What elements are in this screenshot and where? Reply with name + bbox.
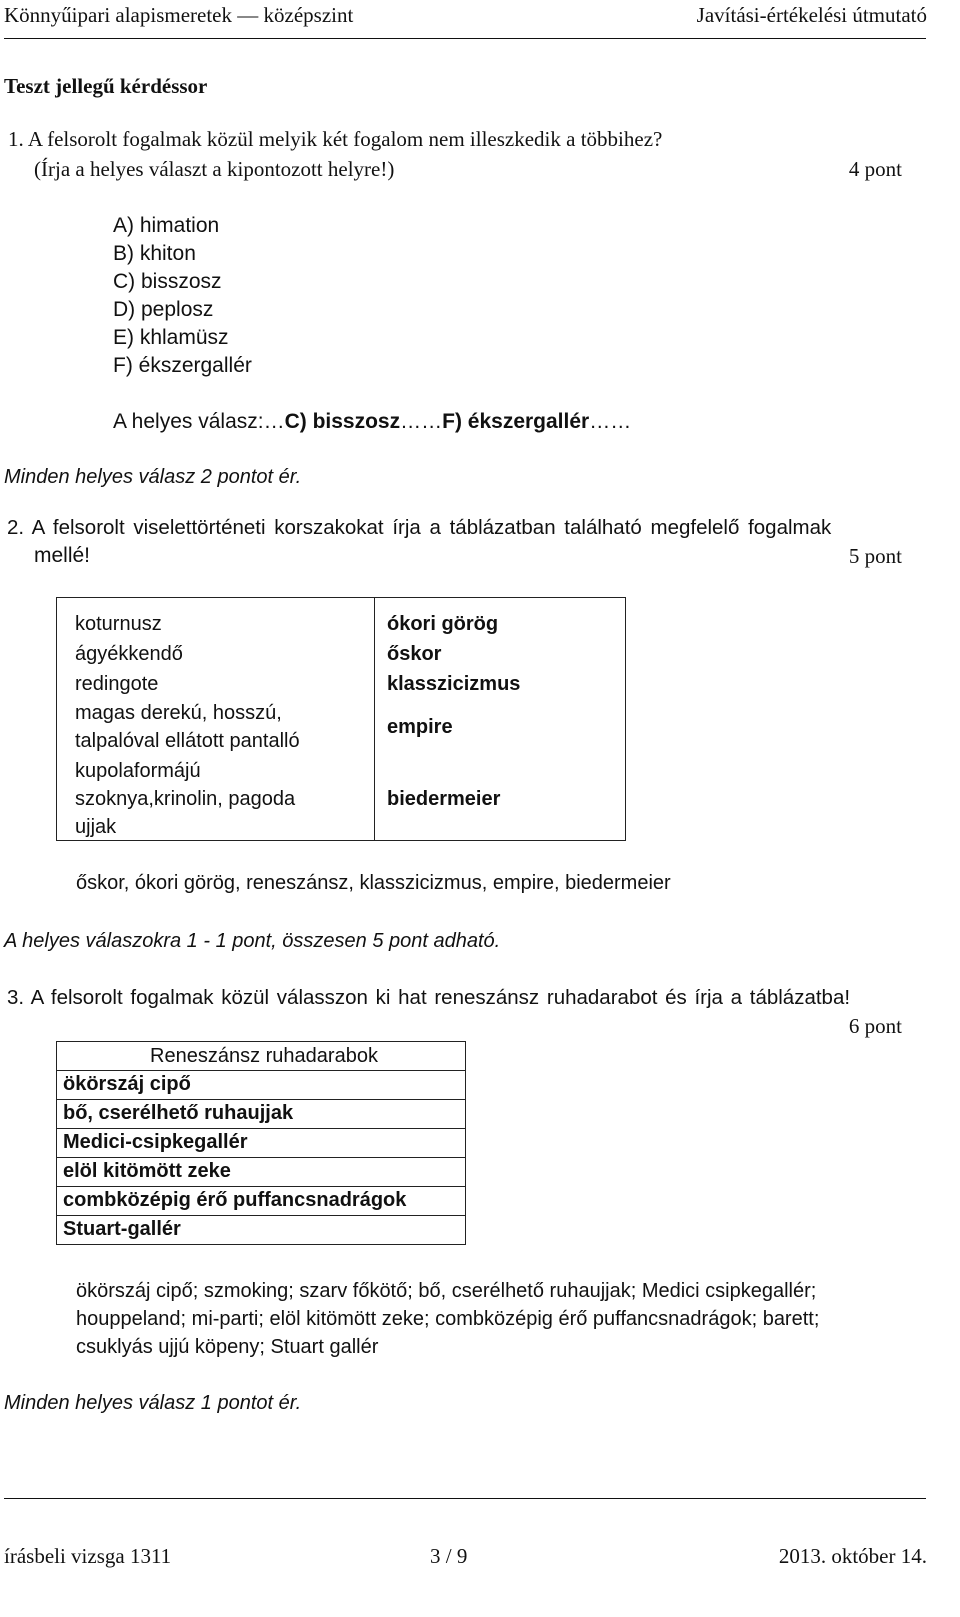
q1-option-a: A) himation — [113, 214, 220, 237]
q3-options-line: csuklyás ujjú köpeny; Stuart gallér — [76, 1336, 379, 1358]
q2-table — [56, 597, 626, 841]
q2-line1: 2. A felsorolt viselettörténeti korszakokat írja a táblázatban található megfelelő fogalmak — [7, 516, 832, 539]
q3-table-row: ökörszáj cipő — [56, 1071, 466, 1100]
q3-table-row: bő, cserélhető ruhaujjak — [56, 1100, 466, 1129]
q1-option-b: B) khiton — [113, 242, 196, 265]
q1-scoring: Minden helyes válasz 2 pontot ér. — [4, 466, 302, 488]
q3-options-line: houppeland; mi-parti; elöl kitömött zeke; combközépig érő puffancsnadrágok; barett; — [76, 1308, 820, 1330]
q2-points: 5 pont — [848, 544, 902, 568]
q2-right-cell: empire — [387, 716, 453, 738]
q3-table — [56, 1041, 466, 1245]
q3-line1: 3. A felsorolt fogalmak közül válasszon ki hat reneszánsz ruhadarabot és írja a táblázatba! — [7, 986, 851, 1009]
q3-table-row: elöl kitömött zeke — [56, 1158, 466, 1187]
q2-right-cell: biedermeier — [387, 788, 501, 810]
q2-left-cell: magas derekú, hosszú, — [75, 702, 282, 724]
q3-table-row: combközépig érő puffancsnadrágok — [56, 1187, 466, 1216]
footer-page-number: 3 / 9 — [430, 1544, 468, 1568]
q2-right-cell: őskor — [387, 643, 442, 665]
section-title: Teszt jellegű kérdéssor — [4, 74, 208, 98]
q1-line1: 1. A felsorolt fogalmak közül melyik két fogalom nem illeszkedik a többihez? — [8, 127, 663, 151]
q1-option-d: D) peplosz — [113, 298, 214, 321]
q2-left-cell: redingote — [75, 673, 159, 695]
q2-left-cell: talpalóval ellátott pantalló — [75, 730, 300, 752]
q1-option-c: C) bisszosz — [113, 270, 222, 293]
q2-line2: mellé! — [34, 544, 91, 567]
q1-line2: (Írja a helyes választ a kipontozott helyre!) — [34, 157, 395, 181]
q2-right-cell: ókori görög — [387, 613, 499, 635]
footer-date: 2013. október 14. — [778, 1544, 927, 1568]
q3-options-line: ökörszáj cipő; szmoking; szarv főkötő; bő, cserélhető ruhaujjak; Medici csipkegallér; — [76, 1280, 817, 1302]
q3-table-row: Medici-csipkegallér — [56, 1129, 466, 1158]
q2-left-cell: szoknya,krinolin, pagoda — [75, 788, 296, 810]
header-right: Javítási-értékelési útmutató — [696, 3, 927, 27]
q1-option-e: E) khlamüsz — [113, 326, 229, 349]
q3-scoring: Minden helyes válasz 1 pontot ér. — [4, 1392, 302, 1414]
q2-scoring: A helyes válaszokra 1 - 1 pont, összesen 5 pont adható. — [4, 930, 501, 952]
header-left: Könnyűipari alapismeretek — középszint — [4, 3, 354, 27]
footer-rule — [4, 1498, 926, 1499]
q3-table-header: Reneszánsz ruhadarabok — [56, 1041, 466, 1071]
q1-answer-prefix: A helyes válasz:… — [113, 410, 285, 433]
q1-answer-sep: …… — [400, 410, 443, 433]
q1-answer-line — [113, 410, 631, 434]
q1-option-f: F) ékszergallér — [113, 354, 252, 377]
q1-answer-2: F) ékszergallér — [442, 410, 590, 433]
q2-left-cell: ágyékkendő — [75, 643, 183, 665]
q1-answer-1: C) bisszosz — [284, 410, 401, 433]
q2-left-cell: koturnusz — [75, 613, 162, 635]
q2-options-line: őskor, ókori görög, reneszánsz, klasszicizmus, empire, biedermeier — [76, 872, 671, 894]
q2-left-cell: ujjak — [75, 816, 117, 838]
q2-right-cell: klasszicizmus — [387, 673, 521, 695]
q2-table-divider — [374, 598, 375, 840]
q2-left-cell: kupolaformájú — [75, 760, 201, 782]
q1-points: 4 pont — [848, 157, 902, 181]
q3-table-row: Stuart-gallér — [56, 1216, 466, 1245]
q1-answer-end: …… — [589, 410, 632, 433]
header-rule — [4, 38, 926, 39]
q3-points: 6 pont — [848, 1014, 902, 1038]
footer-left: írásbeli vizsga 1311 — [4, 1544, 172, 1568]
